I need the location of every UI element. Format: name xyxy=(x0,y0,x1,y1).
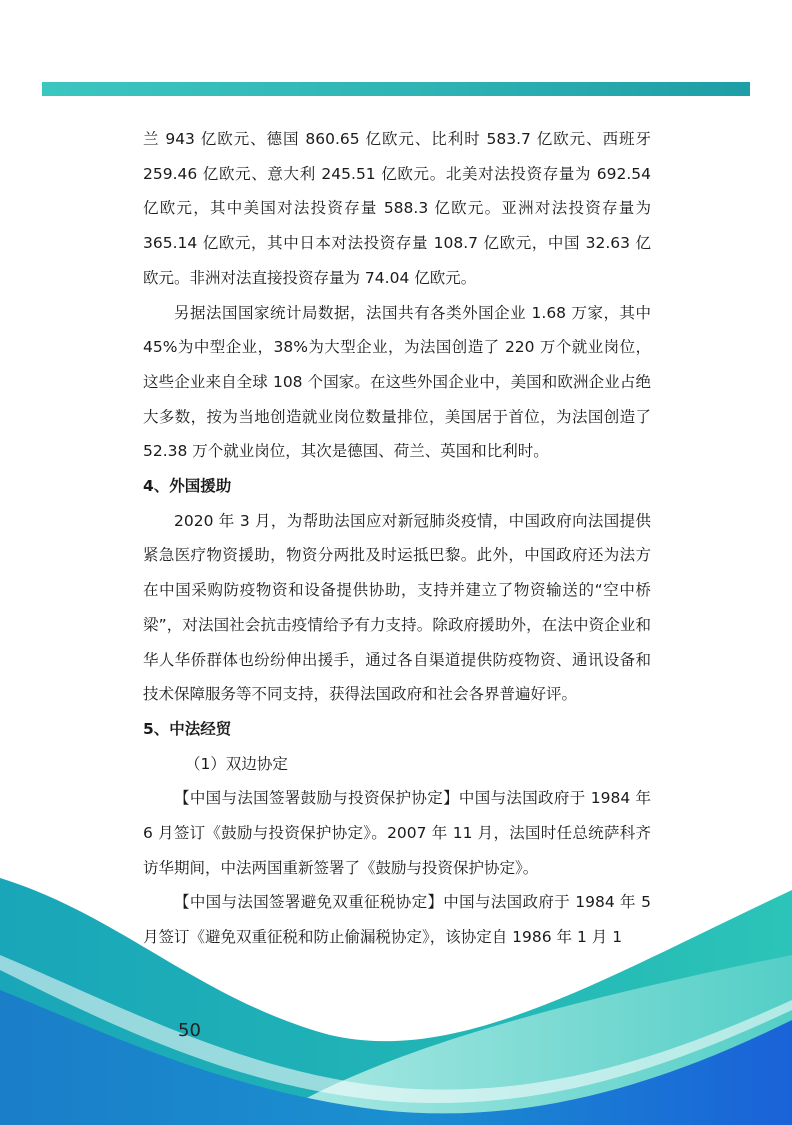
paragraph-investment-stock: 兰 943 亿欧元、德国 860.65 亿欧元、比利时 583.7 亿欧元、西班牙 259.46 亿欧元、意大利 245.51 亿欧元。北美对法投资存量为 692.54 亿欧元，其中美国对法投资存量 588.3 亿欧元。亚洲对法投资存量为 365.14 亿欧元，其中日本对法投资存量 108.7 亿欧元，中国 32.63 亿欧元。非洲对法直接投资存量为 74.04 亿欧元。 xyxy=(143,130,651,287)
header-bar xyxy=(42,82,750,96)
page-number: 50 xyxy=(178,1020,201,1041)
subheading-bilateral-agreements: （1）双边协定 xyxy=(185,754,288,773)
decorative-wave xyxy=(0,860,792,1125)
paragraph-investment-protection: 【中国与法国签署鼓励与投资保护协定】中国与法国政府于 1984 年 6 月签订《鼓励与投资保护协定》。2007 年 11 月，法国时任总统萨科齐访华期间，中法两国重新签署了《鼓励与投资保护协定》。 xyxy=(143,789,651,877)
heading-foreign-aid: 4、外国援助 xyxy=(143,477,232,496)
paragraph-foreign-enterprises: 另据法国国家统计局数据，法国共有各类外国企业 1.68 万家，其中 45%为中型企业，38%为大型企业，为法国创造了 220 万个就业岗位，这些企业来自全球 108 个国家。在这些外国企业中，美国和欧洲企业占绝大多数，按为当地创造就业岗位数量排位，美国居于首位，为法国创造了 52.38 万个就业岗位，其次是德国、荷兰、英国和比利时。 xyxy=(143,303,651,461)
heading-sino-french-trade: 5、中法经贸 xyxy=(143,719,232,738)
page-body xyxy=(143,122,651,955)
paragraph-double-taxation: 【中国与法国签署避免双重征税协定】中国与法国政府于 1984 年 5 月签订《避免双重征税和防止偷漏税协定》，该协定自 1986 年 1 月 1 xyxy=(143,893,651,947)
paragraph-foreign-aid: 2020 年 3 月，为帮助法国应对新冠肺炎疫情，中国政府向法国提供紧急医疗物资援助，物资分两批及时运抵巴黎。此外，中国政府还为法方在中国采购防疫物资和设备提供协助，支持并建立了物资输送的“空中桥梁”，对法国社会抗击疫情给予有力支持。除政府援助外，在法中资企业和华人华侨群体也纷纷伸出援手，通过各自渠道提供防疫物资、通讯设备和技术保障服务等不同支持，获得法国政府和社会各界普遍好评。 xyxy=(143,511,651,704)
